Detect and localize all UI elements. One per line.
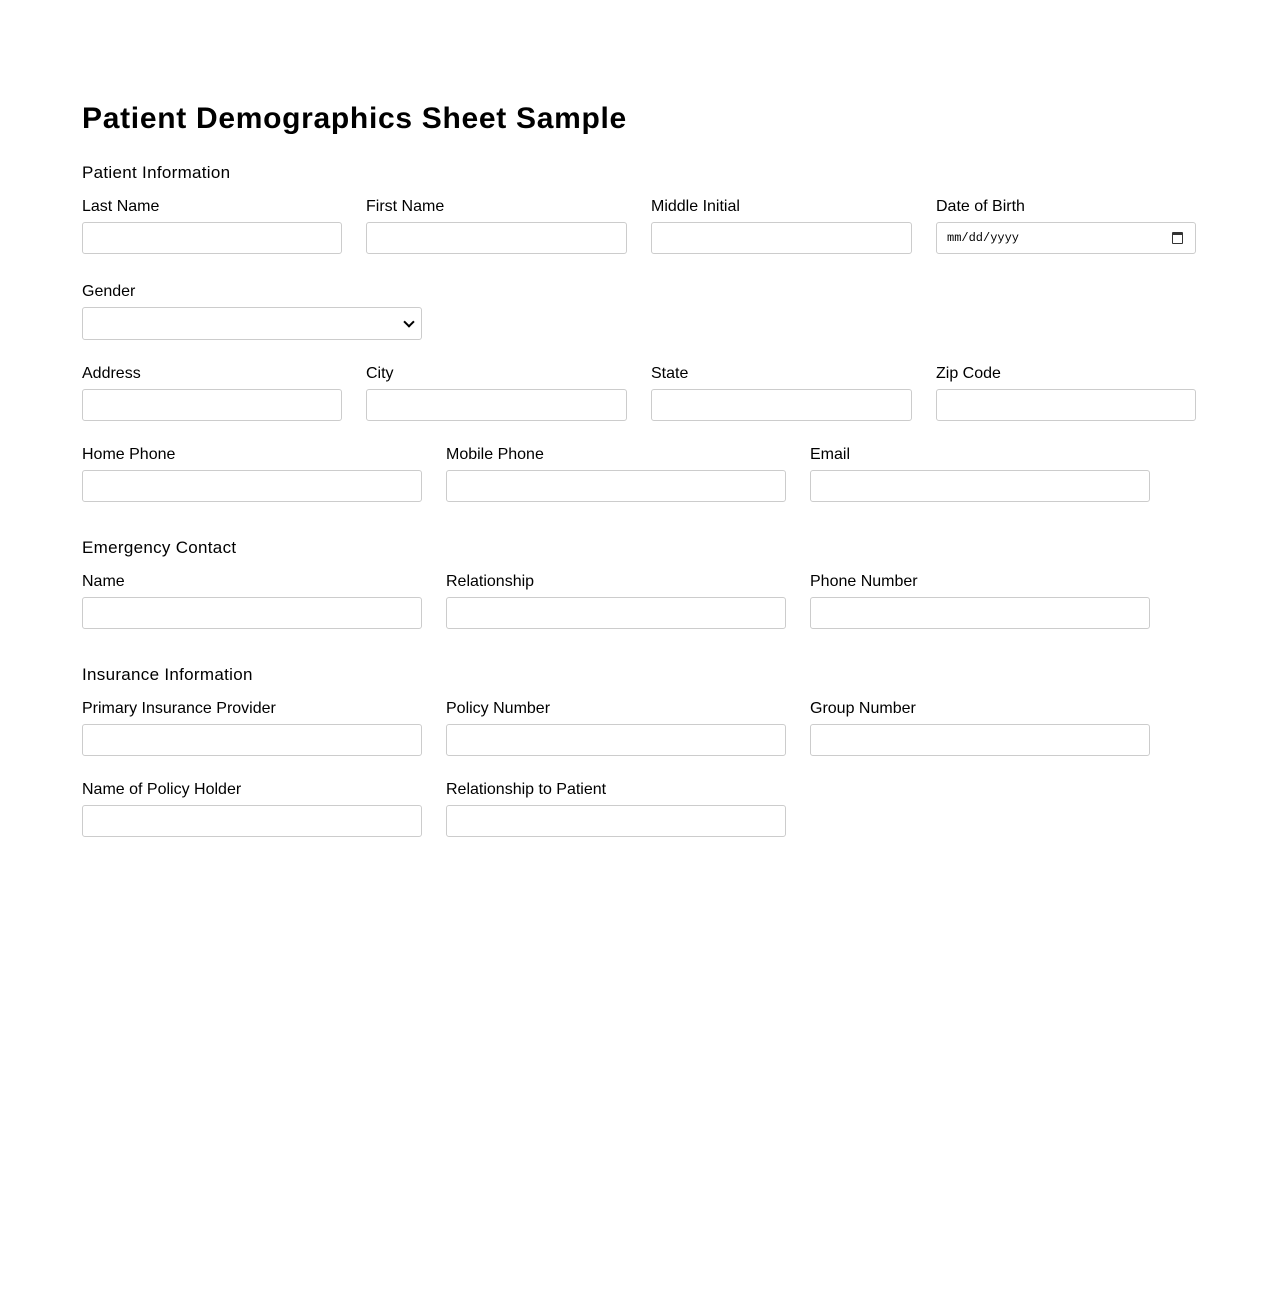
field-emergency-relationship: [446, 573, 534, 591]
field-address: [82, 365, 141, 383]
field-first-name: [366, 198, 444, 216]
zip-code-input[interactable]: [936, 389, 1196, 421]
relationship-to-patient-input[interactable]: [446, 805, 786, 837]
first-name-label: First Name: [366, 198, 445, 215]
insurance-provider-label: Primary Insurance Provider: [82, 700, 276, 717]
zip-code-label: Zip Code: [936, 365, 1001, 382]
email-label: Email: [810, 446, 851, 463]
emergency-phone-label: Phone Number: [810, 573, 918, 590]
field-state: [651, 365, 688, 383]
home-phone-input[interactable]: [82, 470, 422, 502]
section-title-insurance-information: Insurance Information: [82, 665, 253, 684]
mobile-phone-input[interactable]: [446, 470, 786, 502]
policy-holder-name-label: Name of Policy Holder: [82, 781, 242, 798]
date-placeholder: mm/dd/yyyy: [947, 231, 1020, 245]
field-middle-initial: [651, 198, 740, 216]
policy-number-label: Policy Number: [446, 700, 551, 717]
field-zip-code: [936, 365, 1001, 383]
last-name-label: Last Name: [82, 198, 160, 215]
field-emergency-name: [82, 573, 125, 591]
city-label: City: [366, 365, 394, 382]
field-policy-holder-name: [82, 781, 241, 799]
field-email: [810, 446, 850, 464]
patient-demographics-form: [0, 0, 1278, 138]
chevron-down-icon: [403, 316, 414, 327]
middle-initial-label: Middle Initial: [651, 198, 740, 215]
gender-select[interactable]: [82, 307, 422, 340]
state-input[interactable]: [651, 389, 912, 421]
emergency-relationship-label: Relationship: [446, 573, 535, 590]
state-label: State: [651, 365, 689, 382]
address-input[interactable]: [82, 389, 342, 421]
field-insurance-provider: [82, 700, 276, 718]
last-name-input[interactable]: [82, 222, 342, 254]
email-input[interactable]: [810, 470, 1150, 502]
page-title: Patient Demographics Sheet Sample: [82, 102, 627, 135]
date-of-birth-input[interactable]: [936, 222, 1196, 254]
section-title-patient-information: Patient Information: [82, 163, 231, 182]
emergency-relationship-input[interactable]: [446, 597, 786, 629]
first-name-input[interactable]: [366, 222, 627, 254]
mobile-phone-label: Mobile Phone: [446, 446, 544, 463]
field-group-number: [810, 700, 916, 718]
field-city: [366, 365, 394, 383]
middle-initial-input[interactable]: [651, 222, 912, 254]
field-date-of-birth: [936, 198, 1025, 245]
date-of-birth-label: Date of Birth: [936, 198, 1025, 215]
section-title-emergency-contact: Emergency Contact: [82, 538, 237, 557]
gender-label: Gender: [82, 283, 136, 300]
calendar-icon[interactable]: [1172, 232, 1183, 244]
field-emergency-phone: [810, 573, 918, 591]
field-relationship-to-patient: [446, 781, 606, 799]
emergency-name-input[interactable]: [82, 597, 422, 629]
group-number-label: Group Number: [810, 700, 916, 717]
relationship-to-patient-label: Relationship to Patient: [446, 781, 607, 798]
emergency-name-label: Name: [82, 573, 125, 590]
home-phone-label: Home Phone: [82, 446, 176, 463]
insurance-provider-input[interactable]: [82, 724, 422, 756]
emergency-phone-input[interactable]: [810, 597, 1150, 629]
policy-number-input[interactable]: [446, 724, 786, 756]
field-gender: [82, 283, 135, 301]
address-label: Address: [82, 365, 141, 382]
field-policy-number: [446, 700, 550, 718]
field-mobile-phone: [446, 446, 544, 464]
field-last-name: [82, 198, 159, 216]
policy-holder-name-input[interactable]: [82, 805, 422, 837]
field-home-phone: [82, 446, 175, 464]
city-input[interactable]: [366, 389, 627, 421]
group-number-input[interactable]: [810, 724, 1150, 756]
